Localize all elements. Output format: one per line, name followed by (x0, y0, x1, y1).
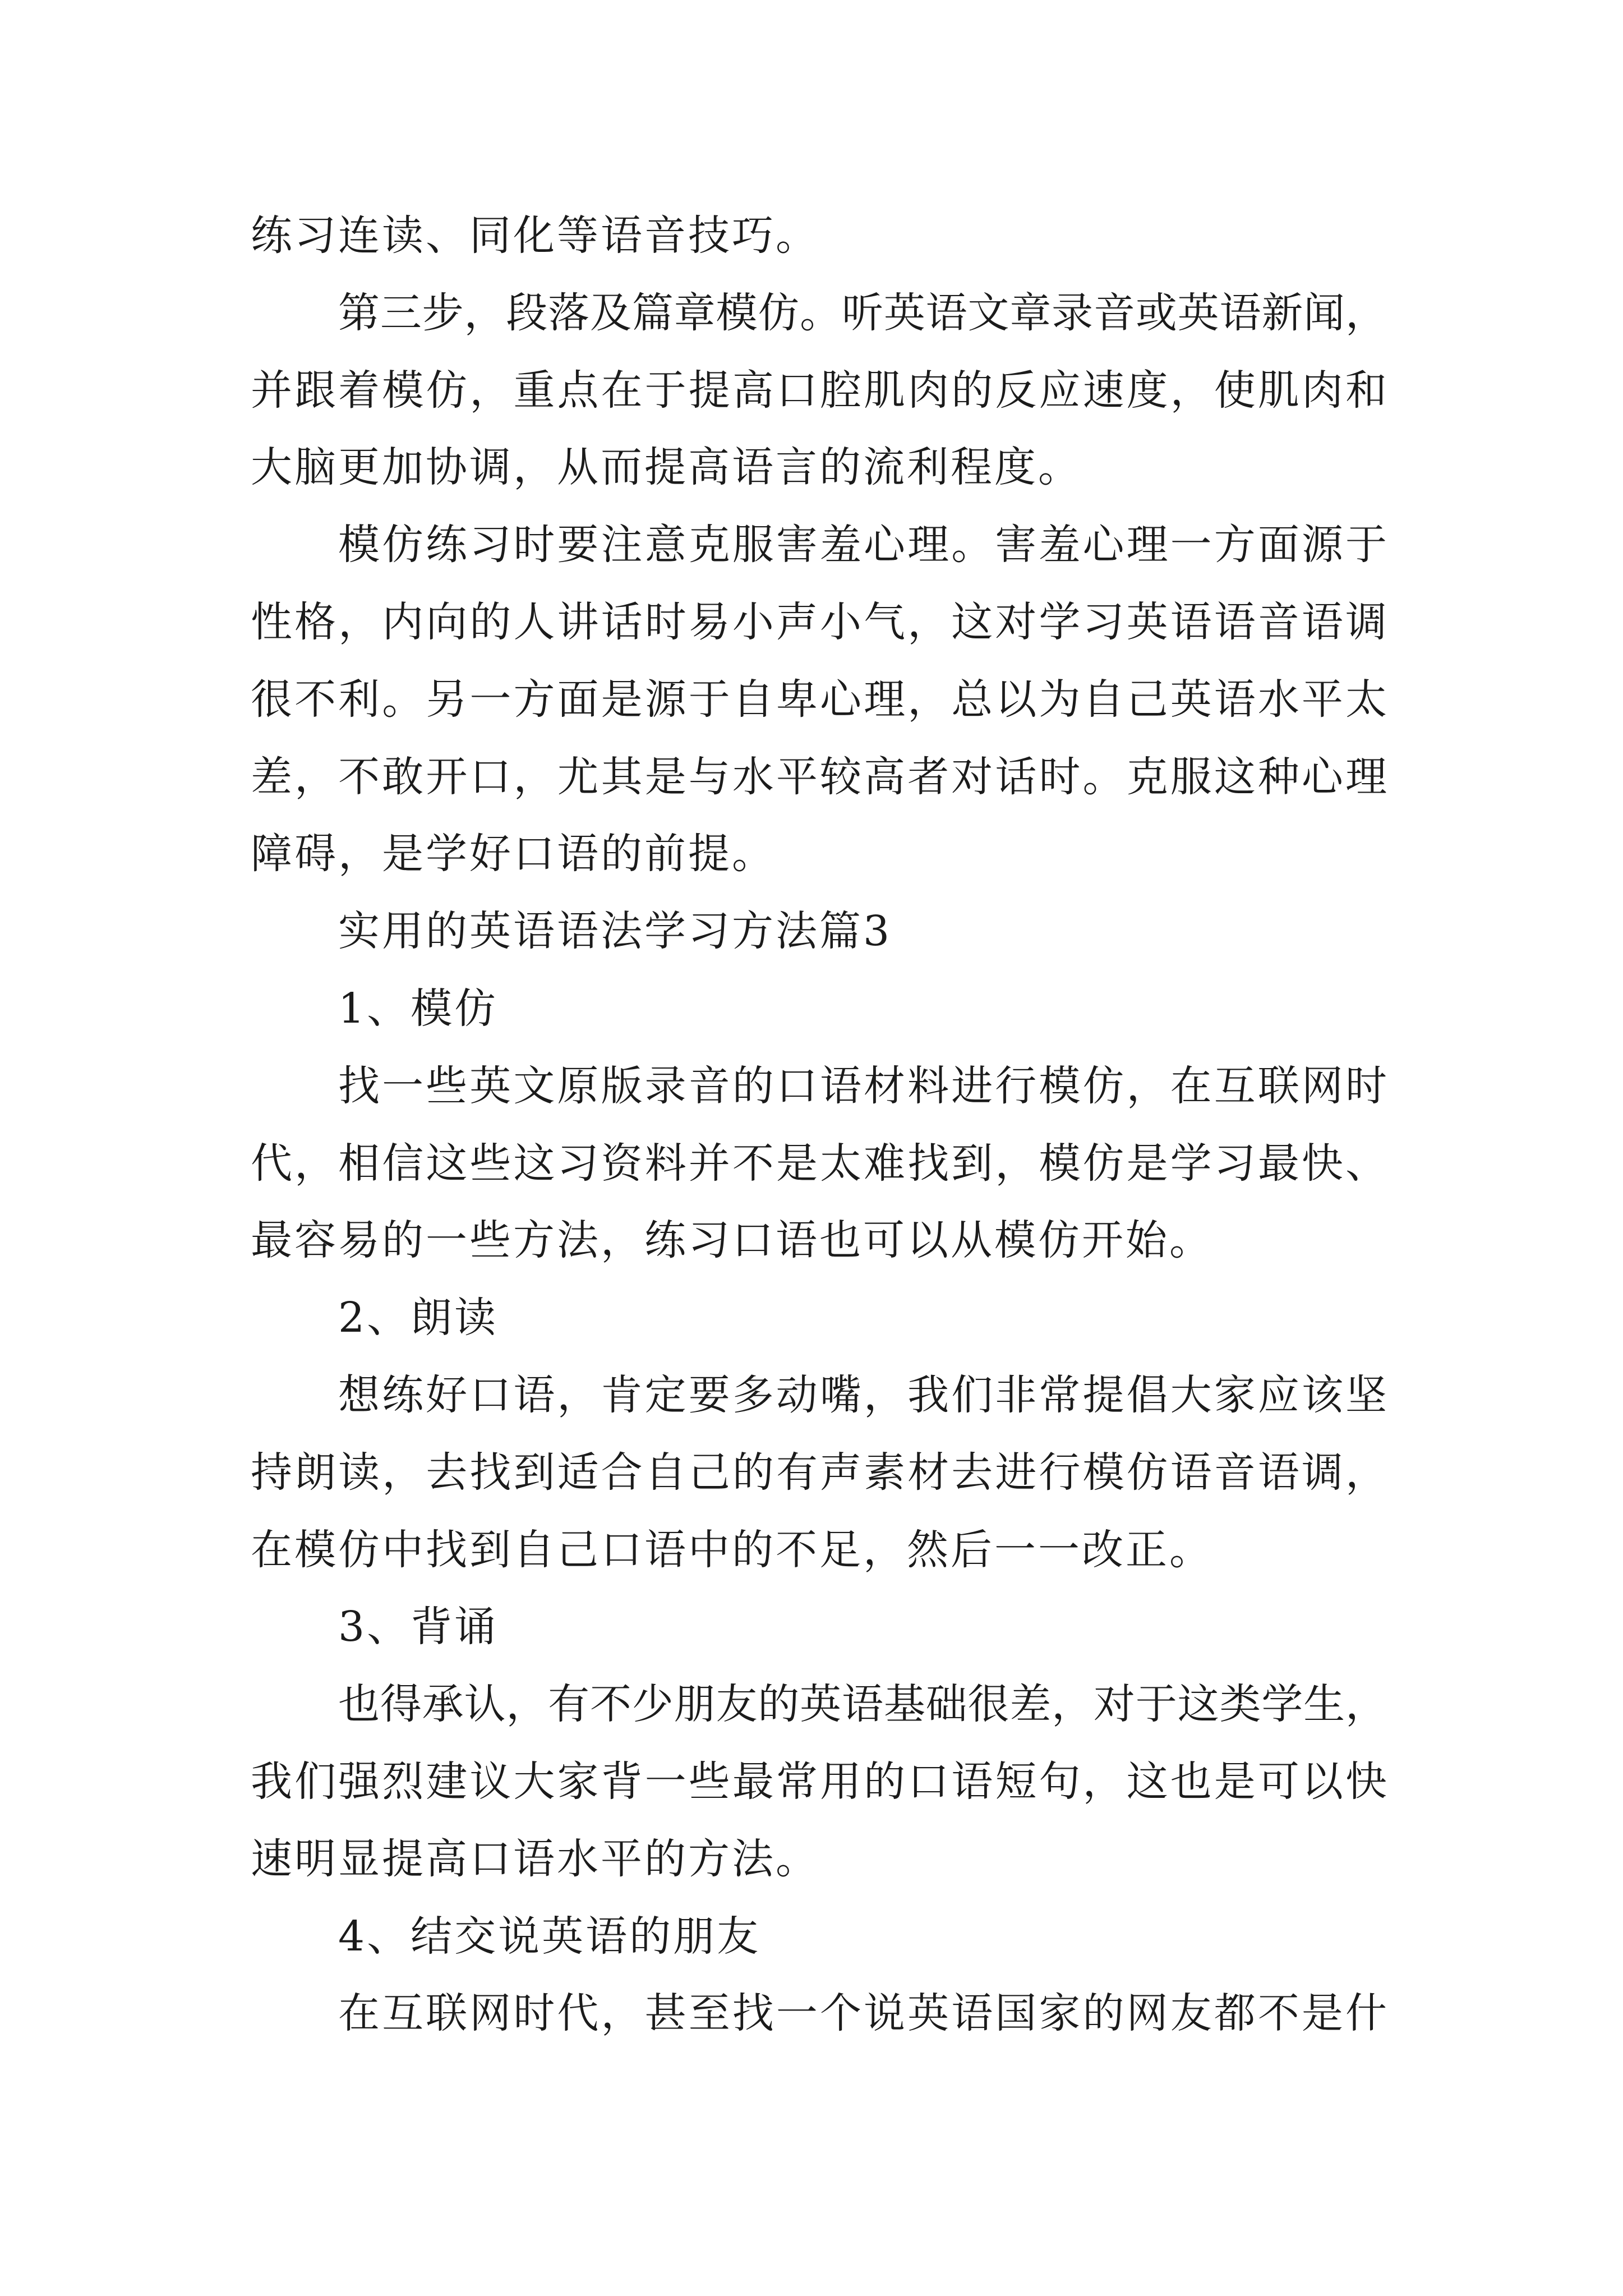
paragraph-recite (251, 1666, 1387, 1898)
paragraph-make-friends (251, 1975, 1387, 2053)
subheading-text: 3、背诵 (338, 1603, 499, 1651)
subheading-make-friends (251, 1898, 1387, 1976)
paragraph-step-three (251, 275, 1387, 507)
paragraph-line: 在互联网时代，甚至找一个说英语国家的网友都不是什 (338, 1989, 1387, 2038)
paragraph-line: 障碍，是学好口语的前提。 (251, 830, 776, 878)
paragraph-line: 代，相信这些这习资料并不是太难找到，模仿是学习最快、 (251, 1139, 1387, 1188)
paragraph-line: 大脑更加协调，从而提高语言的流利程度。 (251, 443, 1082, 492)
subheading-imitate (251, 970, 1387, 1048)
section-heading (251, 893, 1387, 970)
paragraph-line: 在模仿中找到自己口语中的不足，然后一一改正。 (251, 1525, 1213, 1574)
paragraph-continuation (251, 197, 1387, 275)
paragraph-line: 差，不敢开口，尤其是与水平较高者对话时。克服这种心理 (251, 752, 1387, 801)
paragraph-line: 也得承认，有不少朋友的英语基础很差，对于这类学生， (338, 1680, 1387, 1729)
paragraph-line: 想练好口语，肯定要多动嘴，我们非常提倡大家应该坚 (338, 1370, 1387, 1419)
subheading-text: 4、结交说英语的朋友 (338, 1912, 761, 1961)
subheading-recite (251, 1589, 1387, 1666)
paragraph-line: 并跟着模仿，重点在于提高口腔肌肉的反应速度，使肌肉和 (251, 366, 1387, 415)
paragraph-line: 模仿练习时要注意克服害羞心理。害羞心理一方面源于 (338, 521, 1387, 569)
paragraph-line: 很不利。另一方面是源于自卑心理，总以为自己英语水平太 (251, 675, 1387, 724)
paragraph-line: 找一些英文原版录音的口语材料进行模仿，在互联网时 (338, 1061, 1387, 1110)
paragraph-line: 练习连读、同化等语音技巧。 (251, 211, 819, 260)
paragraph-line: 我们强烈建议大家背一些最常用的口语短句，这也是可以快 (251, 1757, 1387, 1806)
section-heading-text: 实用的英语语法学习方法篇3 (338, 907, 892, 956)
paragraph-line: 第三步，段落及篇章模仿。听英语文章录音或英语新闻， (338, 288, 1387, 337)
subheading-text: 1、模仿 (338, 984, 499, 1033)
paragraph-shyness (251, 507, 1387, 893)
paragraph-line: 性格，内向的人讲话时易小声小气，这对学习英语语音语调 (251, 597, 1387, 646)
paragraph-read-aloud (251, 1357, 1387, 1589)
paragraph-line: 持朗读，去找到适合自己的有声素材去进行模仿语音语调， (251, 1448, 1387, 1497)
subheading-read-aloud (251, 1280, 1387, 1357)
paragraph-line: 最容易的一些方法，练习口语也可以从模仿开始。 (251, 1216, 1213, 1265)
paragraph-imitate (251, 1048, 1387, 1280)
subheading-text: 2、朗读 (338, 1294, 499, 1342)
body-text (251, 197, 1387, 2053)
paragraph-line: 速明显提高口语水平的方法。 (251, 1834, 819, 1883)
